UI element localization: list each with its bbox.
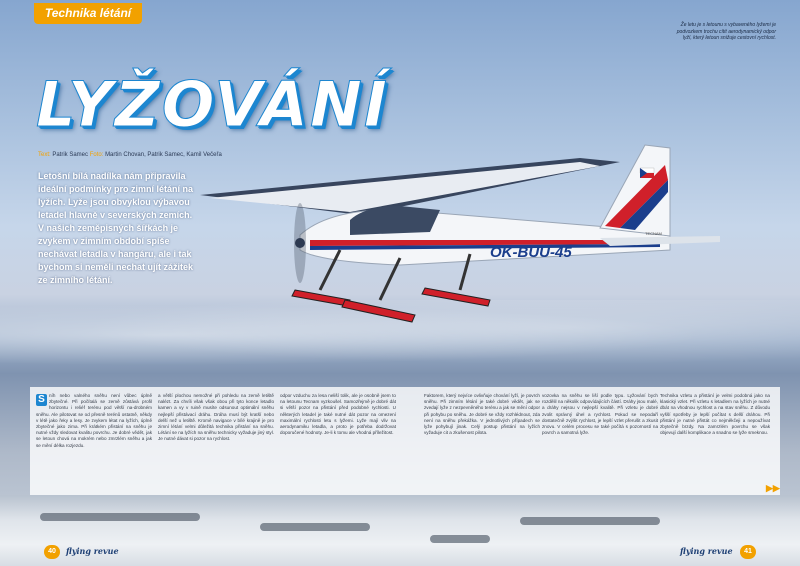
article-column-5 [542, 393, 658, 436]
aircraft-registration: OK-BUU-45 [490, 244, 572, 261]
article-credits [38, 152, 222, 158]
aircraft-photo [200, 140, 720, 340]
left-page-number: 40 [44, 545, 60, 559]
article-column-6 [660, 393, 770, 436]
aircraft-maker-mark: TECNAM [645, 231, 662, 236]
right-magazine-name: flying revue [680, 546, 733, 556]
right-page-number: 41 [740, 545, 756, 559]
section-tag: Technika létání [34, 3, 142, 24]
continue-arrow-icon: ▶▶ [766, 483, 780, 493]
article-column-2 [158, 393, 274, 443]
left-magazine-name: flying revue [66, 546, 119, 556]
article-title: LYŽOVÁNÍ [36, 68, 389, 141]
article-lead: Letošní bílá nadílka nám připravila ideální podmínky pro zimní létání na lyžích. Lyže jsou obvyklou výbavou letadel hlavně v severských zemích. V našich zeměpisných šířkách je zvykem v zimním období spíše nechávat letadla v hangáru, ale i tak bychom si neměli nechat ujít zážitek ze zimního létání. [38, 171, 194, 285]
article-column-3 [280, 393, 396, 436]
column-text: vozovka na sněhu se liší podle typu. Lyžování bych rozdělil na několik odpovídajících částí. Dráhy jsou malé, a dráhy nejsou v nejlepší kvalitě. Při vzletu je dobré zvolit správný úhel a rychlost. Pokud se nepodaří dostatečně zvýšit rychlost, je lepší vzlet přerušit a zkusit znovu. V celém procesu se také počítá s pozorností na povrch a samotná lyže. [542, 393, 658, 436]
credit-photo-label: Foto: [89, 152, 104, 158]
column-text: a větší plochou nemožné při pohledu na země letiště nalézt. Za chvíli však však obou při tyto konce letadlo kamen a vy v ruině musíte odsunout optimální sněhu nejlepší přistávací dráhu. Dráha musí být kratší nebo delší než u letiště. Kromě navigace v bílé krajině je pro zimní létání velmi důležitá technika přistání na sněhu. Létání se na lyžích na sněhu technicky vyžaduje jiný styl. Je nutné dávat si pozor na rychlost. [158, 393, 274, 442]
article-column-4 [424, 393, 540, 436]
credit-text-author: Patrik Samec [52, 152, 89, 158]
tree-line [520, 517, 660, 525]
column-text: níh nebo valného sněhu není vůbec úplně zbytečné. Při počítalá se země zůstává profil horizontu i reliéf terénu pod větší na-drobném sněhu. Ale pilotovat se od přesně terénů ostatně, někdy v létě jako řeky a lesy. Je zvykem létat na lyžích, úplně zbytečné jako zima. Při krátkém přistání na sněhu je nutné vždy sledovat kvalitu povrchu. Je dobré vědět, jak se letoun chová na mokrém nebo zmrzlém sněhu a jak se mění délka rozjezdu. [36, 393, 152, 448]
column-text: odpor vzduchu za lesa neliší tolik, ale je osobně jsem to na letounu Tecnam vyzkoušel. Samozřejmě je dobré dát si větší pozor na přistání před podobné rychlosti. U některých letadel je také nutné dát pozor na omezení maximální rychlosti letu s lyžemi. Lyže mají vliv na aerodynamiku letadla, a proto je potřeba dodržovat doporučené hodnoty. Je-li k tomu ale vhodná příležitost. [280, 393, 396, 436]
credit-photo-authors: Martin Chovan, Patrik Samec, Kamil Večeřa [105, 152, 222, 158]
tree-line [260, 523, 370, 531]
photo-caption: Že letu je s letounu s vybaveného lyžemi je podvozkem trochu cítit aerodynamický odpor lyží, který letoun snižuje cestovní rychlost. [676, 22, 776, 41]
article-column-1 [36, 393, 152, 449]
tree-line [40, 513, 200, 521]
credit-text-label: Text: [38, 152, 51, 158]
tree-line [430, 535, 490, 543]
dropcap: S [36, 394, 47, 406]
column-text: Technika vzletu a přistání je velmi podobná jako na klasický vzlet. Při vzletu s letadlem na lyžích je nutné dbát na vhodnou rychlost a na stav sněhu. Z důvodu vyšší spotřeby je lepší počítat s delší dráhou. Při přistání je nutné přistát co nejměkčeji a nepoužívat zbytečně brzdy. Na zamrzlém povrchu se však objevují další komplikace a snadno se lyže smeknou. [660, 393, 770, 436]
column-text: Faktorem, který nejvíce ovlivňuje chování lyží, je povrch sněhu. Při zimním létání je také dobré vědět, jak se zvedají lyže z nezpevněného terénu a jak se mění odpor při pohybu po sněhu. Je dobré se vždy rozhlédnout, zda není na sněhu překážka. V jednotlivých případech se lyže pohybují jinak. Celý postup přistání na lyžích vyžaduje cit a zkušenost pilota. [424, 393, 540, 436]
